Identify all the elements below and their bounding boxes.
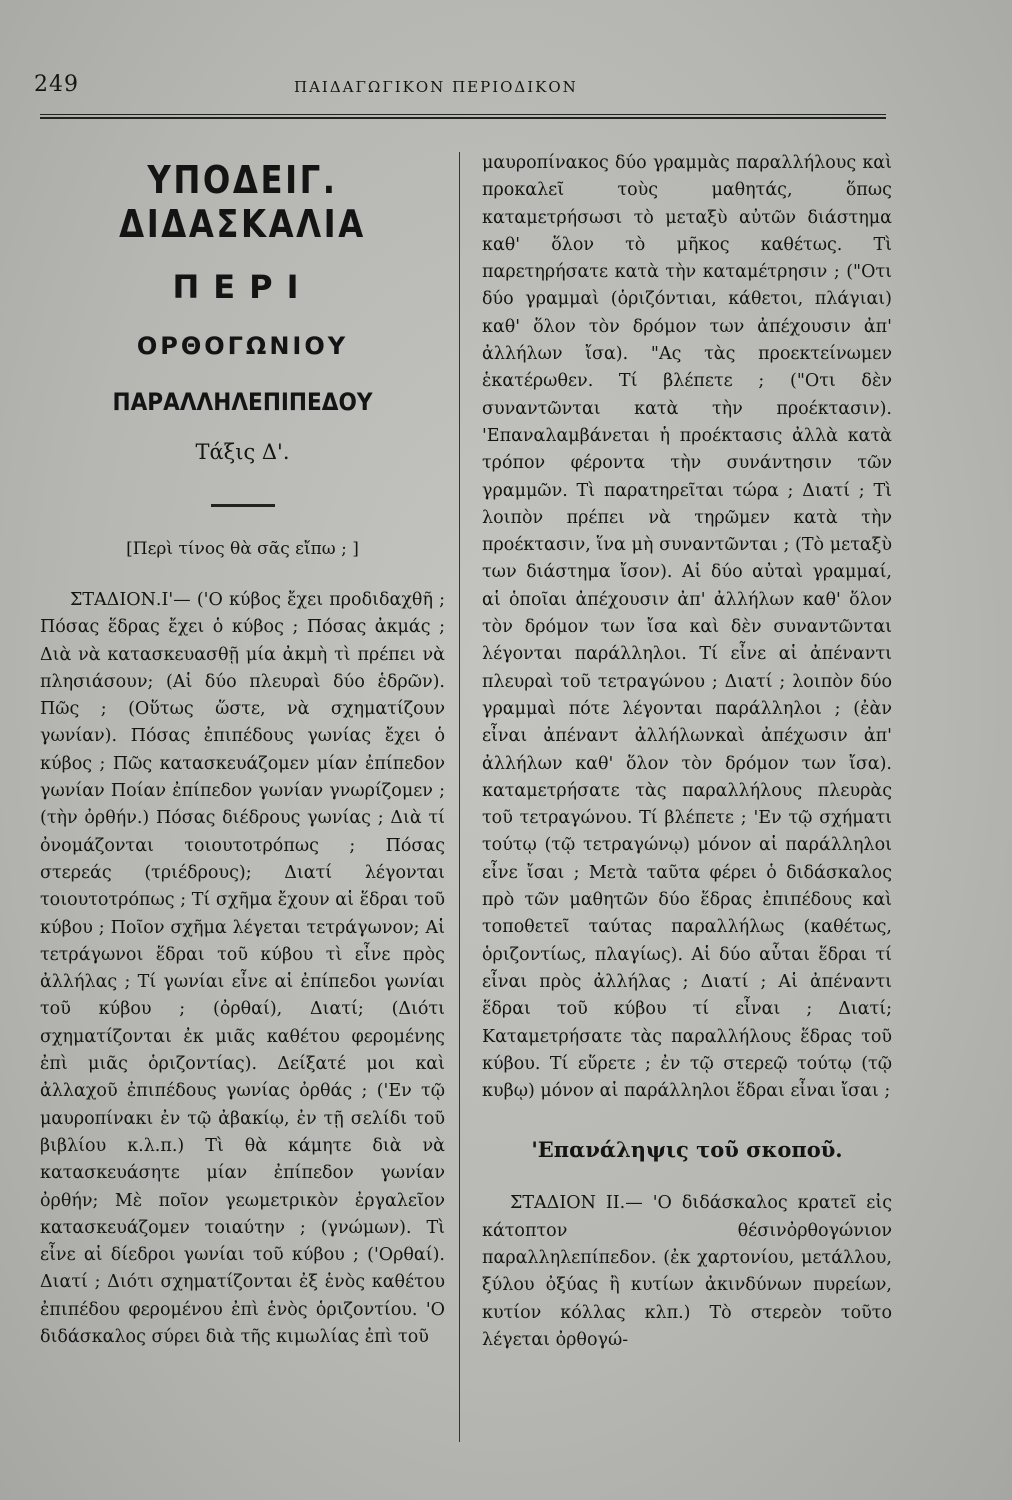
- question-line: [Περὶ τίνος θὰ σᾶς εἴπω ; ]: [126, 539, 359, 559]
- title-rule: [211, 504, 275, 507]
- running-title: ΠΑΙΔΑΓΩΓΙΚΟΝ ΠΕΡΙΟΔΙΚΟΝ: [294, 78, 578, 96]
- column-divider: [459, 152, 460, 1442]
- right-column: [482, 150, 892, 1450]
- page-number: 249: [34, 72, 79, 97]
- title-line-4: ΠΑΡΑΛΛΗΛΕΠΙΠΕΔΟΥ: [112, 388, 373, 416]
- stadion-ii-text: ΣΤΑΔΙΟΝ ΙΙ.— 'Ο διδάσκαλος κρατεῖ εἰς κάτοπτον θέσινὀρθογώνιον παραλληλεπίπεδον. (ἐκ χαρτονίου, μετάλλου, ξύλου ὀξύας ἢ κυτίων ἀκινδύνων πυρείων, κυτίον κόλλας κλπ.) Τὸ στερεὸν τοῦτο λέγεται ὀρθογώ-: [482, 1193, 892, 1350]
- header-rule: [40, 114, 886, 119]
- left-body-text: ΣΤΑΔΙΟΝ.Ι'— ('Ο κύβος ἔχει προδιδαχθῆ ; Πόσας ἕδρας ἔχει ὁ κύβος ; Πόσας ἀκμάς ; Διὰ νὰ κατασκευασθῇ μία ἀκμὴ τὶ πρέπει νὰ πλησιάσουν; (Αἱ δύο πλευραὶ δύο ἑδρῶν). Πῶς ; (Οὕτως ὥστε, νὰ σχηματίζουν γωνίαν). Πόσας ἐπιπέδους γωνίας ἔχει ὁ κύβος ; Πῶς κατασκευάζομεν μίαν ἐπίπεδον γωνίαν Ποίαν ἐπίπεδον γωνίαν γνωρίζομεν ; (τὴν ὀρθήν.) Πόσας διέδρους γωνίας ; Διὰ τί ὀνομάζονται τοιουτοτρόπως ; Πόσας στερεάς (τριέδρους); Διατί λέγονται τοιουτοτρόπως ; Τί σχῆμα ἔχουν αἱ ἕδραι τοῦ κύβου ; Ποῖον σχῆμα λέγεται τετράγωνον; Αἱ τετράγωνοι ἕδραι τοῦ κύβου τὶ εἶνε πρὸς ἀλλήλας ; Τί γωνίαι εἶνε αἱ ἐπίπεδοι γωνίαι τοῦ κύβου ; (ὀρθαί), Διατί; (Διότι σχηματίζονται ἐκ μιᾶς καθέτου φερομένης ἐπὶ μιᾶς ὁριζοντίας). Δείξατέ μοι καὶ ἀλλαχοῦ ἐπιπέδους γωνίας ὀρθάς ; ('Εν τῷ μαυροπίνακι ἐν τῷ ἀβακίῳ, ἐν τῇ σελίδι τοῦ βιβλίου κ.λ.π.) Τὶ θὰ κάμητε διὰ νὰ κατασκευάσητε μίαν ἐπίπεδον γωνίαν ὀρθήν; Μὲ ποῖον γεωμετρικὸν ἐργαλεῖον κατασκευάζομεν τοιαύτην ; (γνώμων). Τὶ εἶνε αἱ δίεδροι γωνίαι τοῦ κύβου ; ('Ορθαί). Διατί ; Διότι σχηματίζονται ἐξ ἑνὸς καθέτου ἐπιπέδου φερομένου ἐπὶ ἑνὸς ὁριζοντίου. 'Ο διδάσκαλος σύρει διὰ τῆς κιμωλίας ἐπὶ τοῦ: [40, 590, 445, 1348]
- right-body-text: μαυροπίνακος δύο γραμμὰς παραλλήλους καὶ προκαλεῖ τοὺς μαθητάς, ὅπως καταμετρήσωσι τὸ μεταξὺ αὐτῶν διάστημα καθ' ὅλον τὸ μῆκος καθέτως. Τὶ παρετηρήσατε κατὰ τὴν καταμέτρησιν ; ("Οτι δύο γραμμαὶ (ὁριζόντιαι, κάθετοι, πλάγιαι) καθ' ὅλον τὸν δρόμον των ἀπέχουσιν ἀπ' ἀλλήλων ἴσα). "Ας τὰς προεκτείνωμεν ἑκατέρωθεν. Τί βλέπετε ; ("Οτι δὲν συναντῶνται κατὰ τὴν προέκτασιν). 'Επαναλαμβάνεται ἡ προέκτασις ἀλλὰ κατὰ τρόπον φέροντα τὴν συνάντησιν τῶν γραμμῶν. Τὶ παρατηρεῖται τώρα ; Διατί ; Τὶ λοιπὸν πρέπει νὰ τηρῶμεν κατὰ τὴν προέκτασιν, ἵνα μὴ συναντῶνται ; (Τὸ μεταξὺ των διάστημα ἴσον). Αἱ δύο αὐταὶ γραμμαί, αἱ ὁποῖαι ἀπέχουσιν ἀπ' ἀλλήλων καθ' ὅλον τὸν δρόμον των ἴσα καὶ δὲν συναντῶνται λέγονται παράλληλοι. Τί εἶνε αἱ ἀπέναντι πλευραὶ τοῦ τετραγώνου ; Διατί ; λοιπὸν δύο γραμμαὶ πότε λέγονται παράλληλοι ; (ἐὰν εἶναι ἀπέναντ ἀλλήλωνκαὶ ἀπέχωσιν ἀπ' ἀλλήλων καθ' ὅλον τὸν δρόμον των ἴσα). καταμετρήσατε τὰς παραλλήλους πλευρὰς τοῦ τετραγώνου. Τί βλέπετε ; 'Εν τῷ σχήματι τούτῳ (τῷ τετραγώνῳ) μόνον αἱ παράλληλοι εἶνε ἴσαι ; Μετὰ ταῦτα φέρει ὁ διδάσκαλος πρὸ τῶν μαθητῶν δύο ἕδρας ἐπιπέδους καὶ τοποθετεῖ ταύτας παραλλήλως (καθέτως, ὁριζοντίως, πλαγίως). Αἱ δύο αὗται ἕδραι τί εἶναι πρὸς ἀλλήλας ; Διατί ; Αἱ ἀπέναντι ἕδραι τοῦ κύβου τί εἶναι ; Διατί; Καταμετρήσατε τὰς παραλλήλους ἕδρας τοῦ κύβου. Τί εὕρετε ; ἐν τῷ στερεῷ τούτῳ (τῷ κυβῳ) μόνον αἱ παράλληλοι ἕδραι εἶναι ἴσαι ;: [482, 153, 892, 1102]
- title-line-3: ΟΡΘΟΓΩΝΙΟΥ: [136, 332, 349, 360]
- page-header: [34, 72, 886, 106]
- section-heading: 'Επανάληψις τοῦ σκοποῦ.: [531, 1137, 843, 1163]
- title-line-1: ΥΠΟΔΕΙΓ. ΔΙΔΑΣΚΑΛΙΑ: [119, 158, 366, 246]
- title-line-2: ΠΕΡΙ: [172, 268, 313, 306]
- left-column: [40, 150, 445, 1450]
- class-label: Τάξις Δ'.: [195, 440, 290, 464]
